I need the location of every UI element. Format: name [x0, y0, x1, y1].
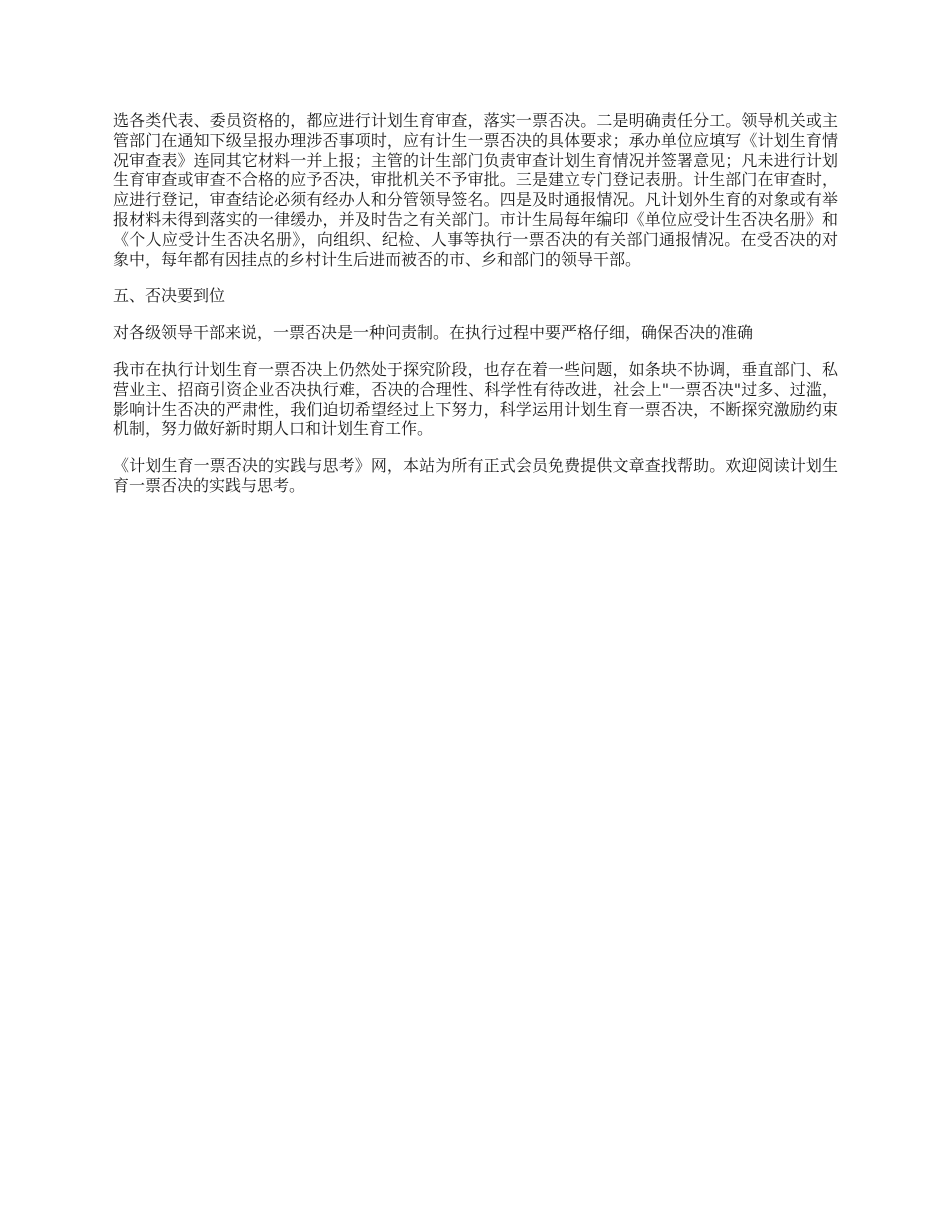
section-heading-veto-in-place: 五、否决要到位 [113, 286, 226, 306]
paragraph-accountability: 对各级领导干部来说，一票否决是一种问责制。在执行过程中要严格仔细，确保否决的准确 [113, 323, 754, 343]
document-body [113, 111, 838, 513]
paragraph-problems: 我市在执行计划生育一票否决上仍然处于探究阶段，也存在着一些问题，如条块不协调，垂直部门、私营业主、招商引资企业否决执行难，否决的合理性、科学性有待改进，社会上"一票否决"过多、过滥，影响计生否决的严肃性，我们迫切希望经过上下努力，科学运用计划生育一票否决，不断探究激励约束机制，努力做好新时期人口和计划生育工作。 [113, 359, 838, 439]
paragraph-review-process: 选各类代表、委员资格的，都应进行计划生育审查，落实一票否决。二是明确责任分工。领导机关或主管部门在通知下级呈报办理涉否事项时，应有计生一票否决的具体要求；承办单位应填写《计划生育情况审查表》连同其它材料一并上报；主管的计生部门负责审查计划生育情况并签署意见；凡未进行计划生育审查或审查不合格的应予否决，审批机关不予审批。三是建立专门登记表册。计生部门在审查时，应进行登记，审查结论必须有经办人和分管领导签名。四是及时通报情况。凡计划外生育的对象或有举报材料未得到落实的一律缓办，并及时告之有关部门。市计生局每年编印《单位应受计生否决名册》和《个人应受计生否决名册》，向组织、纪检、人事等执行一票否决的有关部门通报情况。在受否决的对象中，每年都有因挂点的乡村计生后进而被否的市、乡和部门的领导干部。 [113, 111, 838, 269]
paragraph-site-notice: 《计划生育一票否决的实践与思考》网，本站为所有正式会员免费提供文章查找帮助。欢迎阅读计划生育一票否决的实践与思考。 [113, 456, 838, 495]
